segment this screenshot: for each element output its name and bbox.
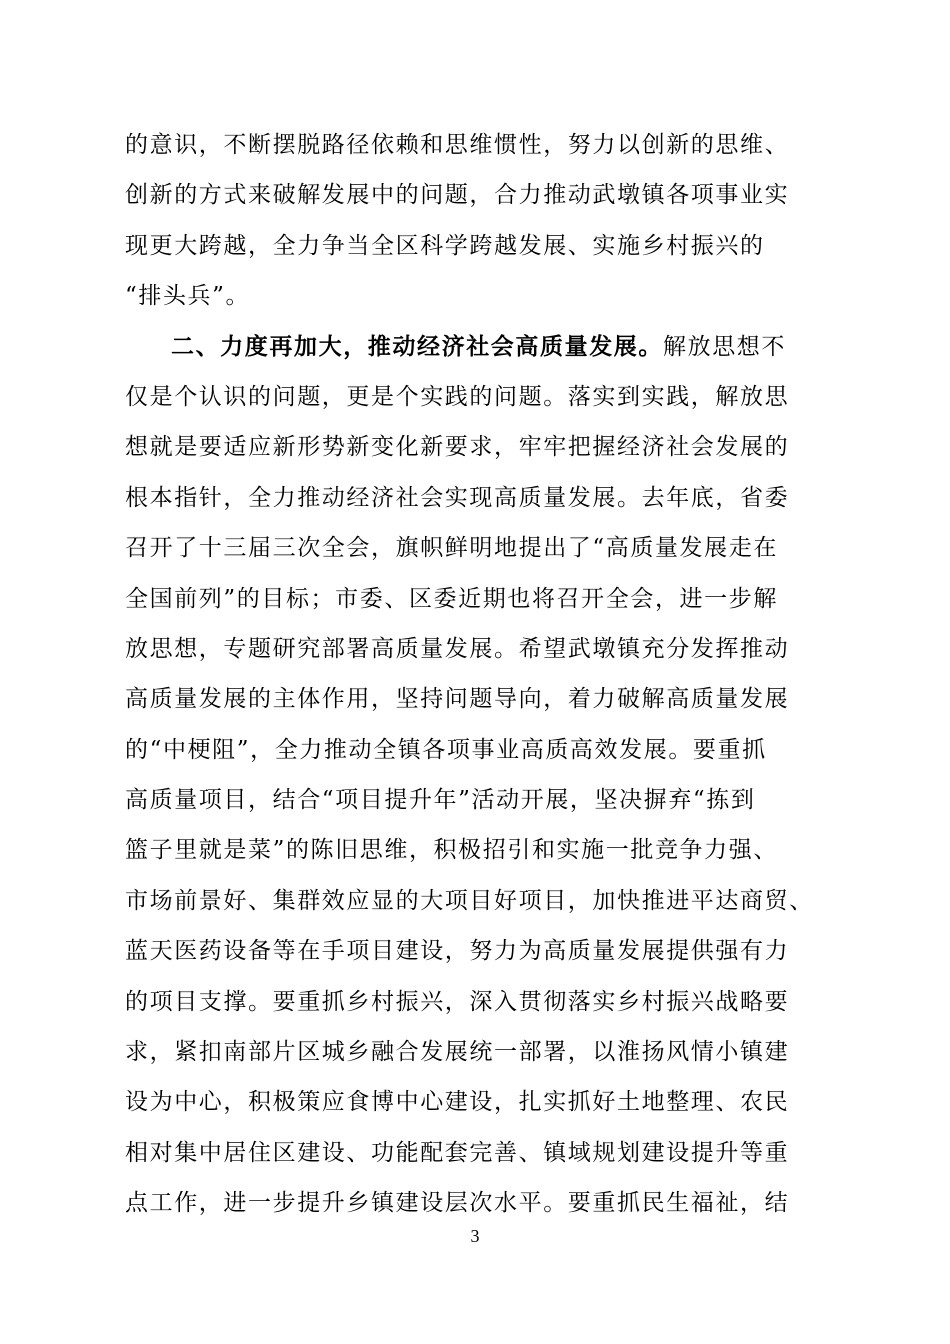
text-line: 仅是个认识的问题，更是个实践的问题。落实到实践，解放思 <box>125 383 790 410</box>
text-line: 全国前列”的目标；市委、区委近期也将召开全会，进一步解 <box>125 585 778 612</box>
page-number: 3 <box>470 1226 480 1246</box>
text-line: 蓝天医药设备等在手项目建设，努力为高质量发展提供强有力 <box>125 938 790 965</box>
section-heading-line <box>125 322 835 372</box>
text-line: 相对集中居住区建设、功能配套完善、镇域规划建设提升等重 <box>125 1139 790 1166</box>
text-line: 求，紧扣南部片区城乡融合发展统一部署，以淮扬风情小镇建 <box>125 1039 790 1066</box>
text-line: 市场前景好、集群效应显的大项目好项目，加快推进平达商贸、 <box>125 887 814 914</box>
text-line: 创新的方式来破解发展中的问题，合力推动武墩镇各项事业实 <box>125 182 790 209</box>
section-first-line-text: 解放思想不 <box>663 333 786 360</box>
text-line: 设为中心，积极策应食博中心建设，扎实抓好土地整理、农民 <box>125 1089 790 1116</box>
text-line: 高质量发展的主体作用，坚持问题导向，着力破解高质量发展 <box>125 686 790 713</box>
text-line: 放思想，专题研究部署高质量发展。希望武墩镇充分发挥推动 <box>125 635 790 662</box>
text-line: 召开了十三届三次全会，旗帜鲜明地提出了“高质量发展走在 <box>125 535 778 562</box>
section-heading: 二、力度再加大，推动经济社会高质量发展。 <box>171 332 663 360</box>
text-line: “排头兵”。 <box>125 283 251 310</box>
text-line: 根本指针，全力推动经济社会实现高质量发展。去年底，省委 <box>125 484 790 511</box>
body-text <box>125 120 835 1229</box>
text-line: 的“中梗阻”，全力推动全镇各项事业高质高效发展。要重抓 <box>125 736 767 763</box>
text-line: 点工作，进一步提升乡镇建设层次水平。要重抓民生福祉，结 <box>125 1190 790 1217</box>
text-line: 高质量项目，结合“项目提升年”活动开展，坚决摒弃“拣到 <box>125 787 756 814</box>
text-line: 的项目支撑。要重抓乡村振兴，深入贯彻落实乡村振兴战略要 <box>125 988 790 1015</box>
text-line: 篮子里就是菜”的陈旧思维，积极招引和实施一批竞争力强、 <box>125 837 778 864</box>
text-line: 的意识，不断摆脱路径依赖和思维惯性，努力以创新的思维、 <box>125 132 790 158</box>
text-line: 现更大跨越，全力争当全区科学跨越发展、实施乡村振兴的 <box>125 232 765 259</box>
text-line: 想就是要适应新形势新变化新要求，牢牢把握经济社会发展的 <box>125 434 790 461</box>
